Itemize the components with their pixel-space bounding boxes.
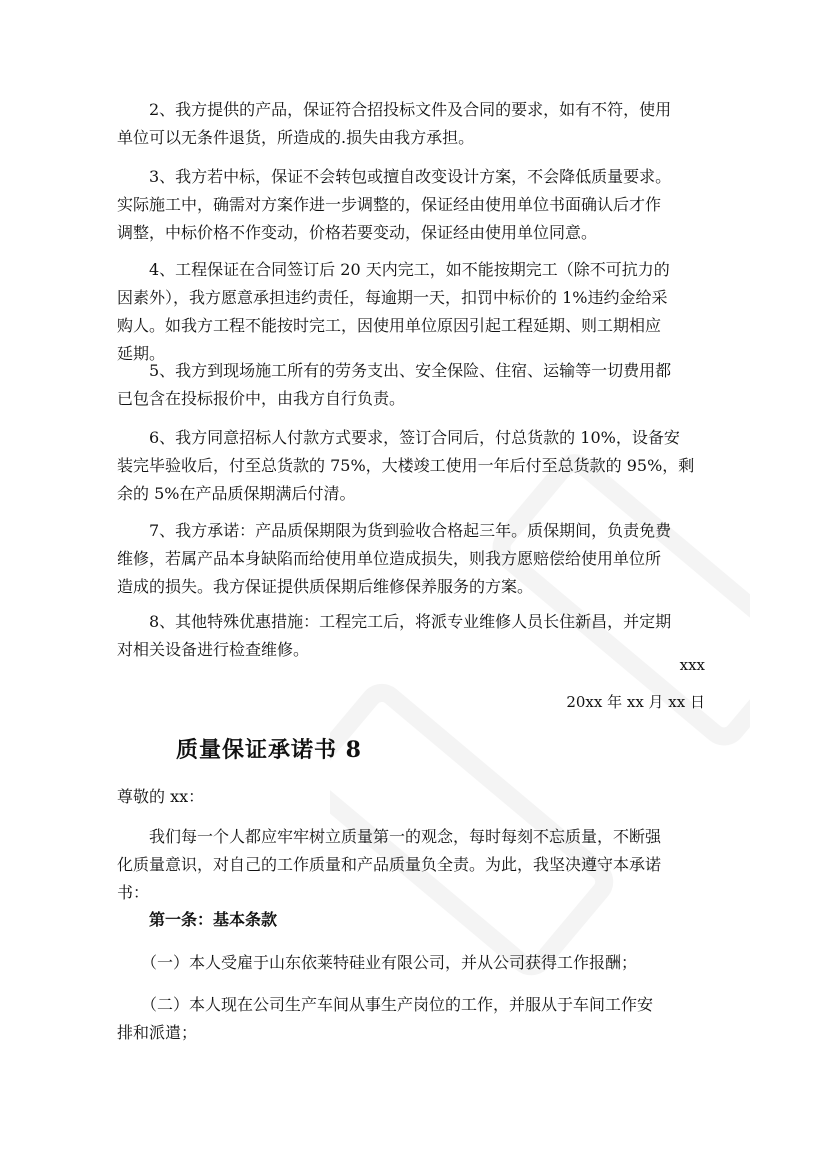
text-line: 因素外），我方愿意承担违约责任，每逾期一天，扣罚中标价的 1%违约金给采	[117, 288, 668, 307]
text-line: 我们每一个人都应牢牢树立质量第一的观念，每时每刻不忘质量，不断强	[117, 827, 662, 846]
text-line: 装完毕验收后，付至总货款的 75%，大楼竣工使用一年后付至总货款的 95%，剩	[117, 456, 695, 475]
text-line: 第一条：基本条款	[117, 910, 278, 929]
clause-1	[117, 949, 715, 977]
text-line: 化质量意识，对自己的工作质量和产品质量负全责。为此，我坚决遵守本承诺	[117, 855, 662, 874]
text-line: 6、我方同意招标人付款方式要求，签订合同后，付总货款的 10%，设备安	[117, 428, 680, 447]
text-line: 8、其他特殊优惠措施：工程完工后，将派专业维修人员长住新昌，并定期	[117, 612, 672, 631]
section-heading	[117, 906, 715, 934]
text-line: 7、我方承诺：产品质保期限为货到验收合格起三年。质保期间，负责免费	[117, 521, 672, 540]
paragraph-2	[117, 96, 715, 152]
text-line: 实际施工中，确需对方案作进一步调整的，保证经由使用单位书面确认后才作	[117, 195, 662, 214]
text-line: 排和派遣；	[117, 1023, 198, 1042]
paragraph-8	[117, 608, 715, 664]
text-line: 5、我方到现场施工所有的劳务支出、安全保险、住宿、运输等一切费用都	[117, 361, 672, 380]
text-line: 造成的损失。我方保证提供质保期后维修保养服务的方案。	[117, 577, 534, 596]
text-line: 购人。如我方工程不能按时完工，因使用单位原因引起工程延期、则工期相应	[117, 316, 662, 335]
paragraph-4	[117, 256, 715, 368]
text-line: （二）本人现在公司生产车间从事生产岗位的工作，并服从于车间工作安	[117, 995, 654, 1014]
text-line: 余的 5%在产品质保期满后付清。	[117, 484, 356, 503]
text-line: 延期。	[117, 344, 166, 363]
text-line: 4、工程保证在合同签订后 20 天内完工，如不能按期完工（除不可抗力的	[117, 260, 670, 279]
paragraph-5	[117, 357, 715, 413]
text-line: 已包含在投标报价中，由我方自行负责。	[117, 389, 406, 408]
text-line: 尊敬的 xx：	[117, 787, 205, 806]
paragraph-3	[117, 163, 715, 247]
text-line: 对相关设备进行检查维修。	[117, 640, 310, 659]
paragraph-6	[117, 424, 715, 508]
date-line: 20xx 年 xx 月 xx 日	[566, 693, 705, 711]
text-line: 调整，中标价格不作变动，价格若要变动，保证经由使用单位同意。	[117, 223, 598, 242]
text-line: 2、我方提供的产品，保证符合招投标文件及合同的要求，如有不符，使用	[117, 100, 672, 119]
text-line: （一）本人受雇于山东依莱特硅业有限公司，并从公司获得工作报酬；	[117, 953, 638, 972]
text-line: 书：	[117, 883, 150, 902]
text-line: 维修，若属产品本身缺陷而给使用单位造成损失，则我方愿赔偿给使用单位所	[117, 549, 662, 568]
paragraph-7	[117, 517, 715, 601]
intro-paragraph	[117, 823, 715, 907]
text-line: 3、我方若中标，保证不会转包或擅自改变设计方案，不会降低质量要求。	[117, 167, 672, 186]
signature: xxx	[679, 656, 705, 674]
text-line: 单位可以无条件退货，所造成的.损失由我方承担。	[117, 128, 475, 147]
clause-2	[117, 991, 715, 1047]
document-title: 质量保证承诺书 8	[176, 737, 362, 763]
salutation	[117, 783, 715, 811]
